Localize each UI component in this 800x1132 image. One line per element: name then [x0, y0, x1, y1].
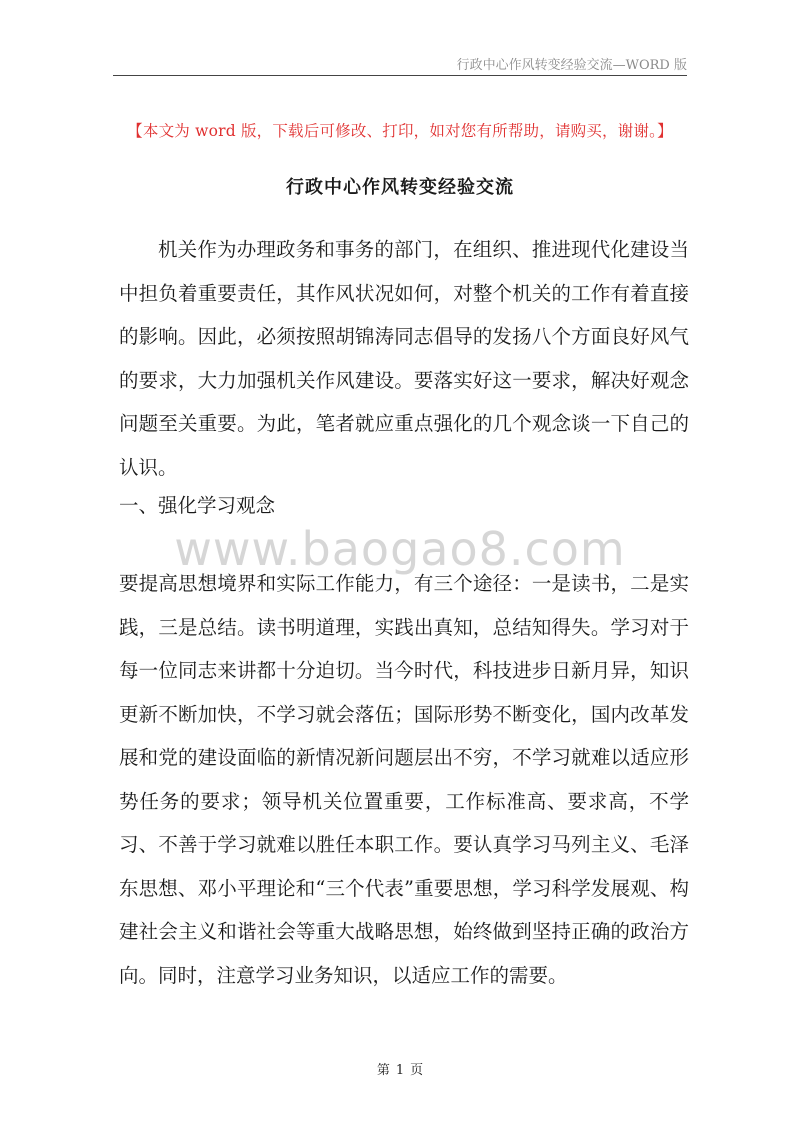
intro-text: 机关作为办理政务和事务的部门，在组织、推进现代化建设当中担负着重要责任，其作风状况如何，对整个机关的工作有着直接的影响。因此，必须按照胡锦涛同志倡导的发扬八个方面良好风气的要求，大力加强机关作风建设。要落实好这一要求，解决好观念问题至关重要。为此，笔者就应重点强化的几个观念谈一下自己的认识。	[119, 238, 689, 479]
document-title: 行政中心作风转变经验交流	[286, 177, 514, 198]
intro-paragraph	[119, 228, 689, 489]
purchase-notice: 【本文为 word 版，下载后可修改、打印，如对您有所帮助，请购买，谢谢。】	[127, 122, 673, 140]
header-divider	[113, 75, 687, 76]
section-body	[119, 562, 689, 997]
page-prefix: 第	[376, 1063, 390, 1078]
page-footer	[0, 1059, 800, 1078]
watermark: www.baogao8.com	[174, 522, 626, 576]
page-suffix: 页	[410, 1063, 424, 1078]
section-heading: 一、强化学习观念	[119, 494, 276, 517]
running-header: 行政中心作风转变经验交流—WORD 版	[456, 58, 687, 73]
page-number: 1	[395, 1063, 405, 1078]
section-body-text: 要提高思想境界和实际工作能力，有三个途径：一是读书，二是实践，三是总结。读书明道理，实践出真知，总结知得失。学习对于每一位同志来讲都十分迫切。当今时代，科技进步日新月异，知识更新不断加快，不学习就会落伍；国际形势不断变化，国内改革发展和党的建设面临的新情况新问题层出不穷，不学习就难以适应形势任务的要求；领导机关位置重要，工作标准高、要求高，不学习、不善于学习就难以胜任本职工作。要认真学习马列主义、毛泽东思想、邓小平理论和“三个代表”重要思想，学习科学发展观、构建社会主义和谐社会等重大战略思想，始终做到坚持正确的政治方向。同时，注意学习业务知识，以适应工作的需要。	[119, 572, 689, 987]
